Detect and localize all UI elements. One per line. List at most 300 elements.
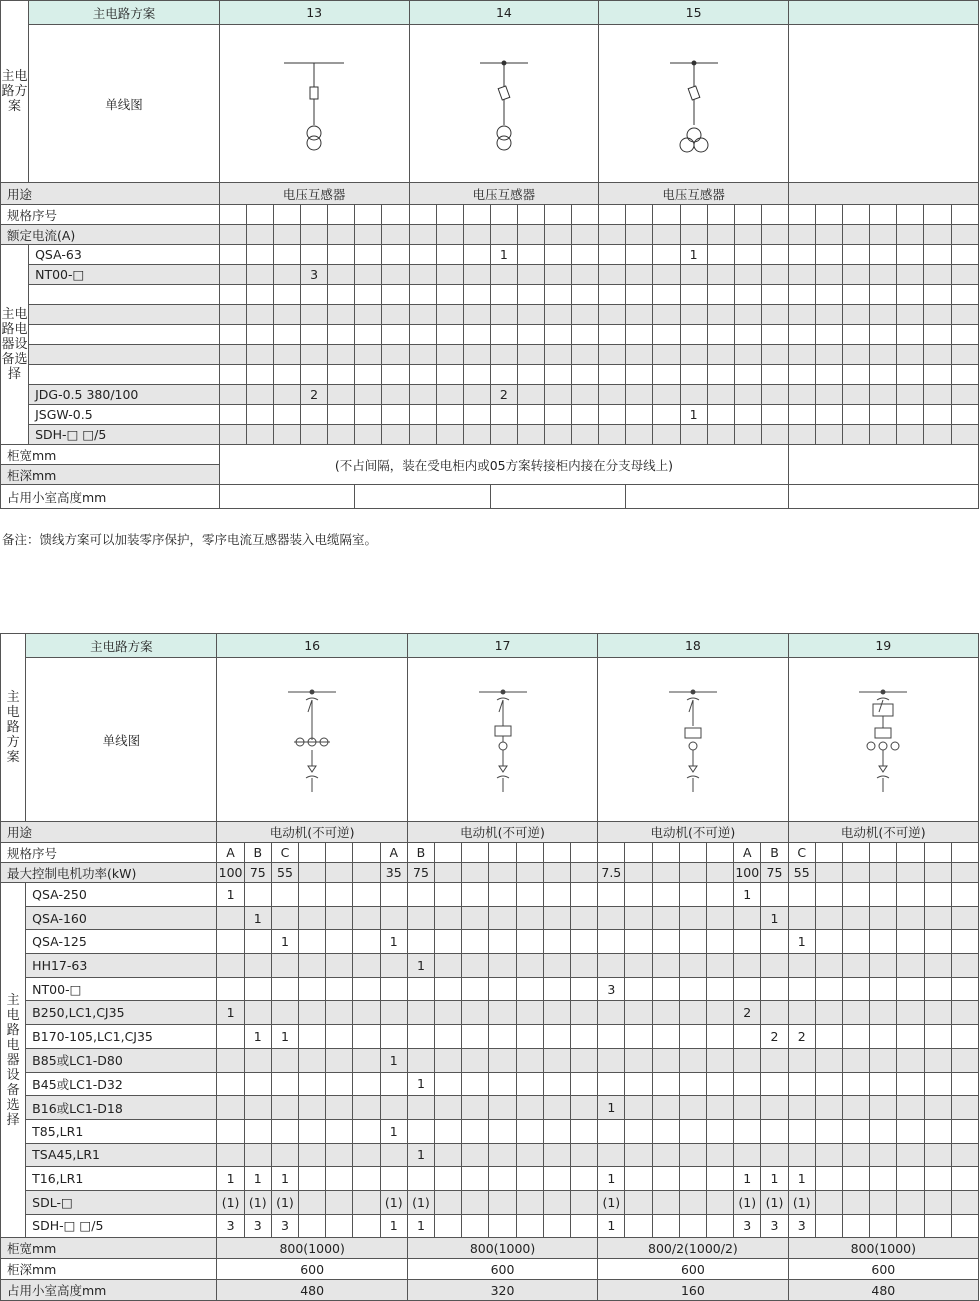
table-cell: [842, 843, 869, 863]
table-cell: 100: [734, 863, 761, 883]
equipment-name: SDH-□ □/5: [26, 1214, 217, 1238]
table-cell: [706, 1025, 733, 1049]
table-cell: [382, 205, 409, 225]
diagram-15: [599, 25, 789, 183]
table-body: [1, 634, 979, 1301]
scheme-table-16-19: [0, 633, 979, 1301]
table-cell: [326, 906, 353, 930]
table-cell: [816, 325, 843, 345]
table-cell: [679, 977, 706, 1001]
equipment-name: HH17-63: [26, 954, 217, 978]
table-cell: [652, 1001, 679, 1025]
table-cell: [435, 1048, 462, 1072]
table-cell: [517, 425, 544, 445]
table-cell: [951, 365, 978, 385]
table-cell: [219, 285, 246, 305]
table-cell: [326, 977, 353, 1001]
table-cell: [706, 1096, 733, 1120]
table-cell: [761, 345, 788, 365]
height-label: 占用小室高度mm: [1, 1280, 217, 1301]
table-cell: A: [734, 843, 761, 863]
table-cell: [328, 385, 355, 405]
table-cell: [870, 1143, 897, 1167]
table-cell: [734, 954, 761, 978]
table-cell: [516, 1190, 543, 1214]
diagram-14: [409, 25, 599, 183]
table-cell: [870, 225, 897, 245]
equipment-name: SDH-□ □/5: [29, 425, 220, 445]
table-cell: [328, 425, 355, 445]
table-cell: [924, 1025, 951, 1049]
table-cell: [679, 1001, 706, 1025]
table-cell: [870, 883, 897, 907]
table-cell: [761, 1048, 788, 1072]
table-cell: 55: [788, 863, 815, 883]
table-cell: [407, 1001, 434, 1025]
table-cell: [599, 205, 626, 225]
table-cell: [545, 285, 572, 305]
table-cell: [353, 843, 380, 863]
table-cell: 100: [217, 863, 244, 883]
table-cell: [897, 930, 924, 954]
table-cell: [353, 1143, 380, 1167]
table-cell: [842, 1214, 869, 1238]
table-cell: [463, 285, 490, 305]
table-cell: [842, 954, 869, 978]
table-cell: [543, 1190, 570, 1214]
table-cell: [679, 1072, 706, 1096]
table-cell: [271, 883, 298, 907]
table-cell: [815, 977, 842, 1001]
table-row: [1, 1167, 979, 1191]
table-cell: [951, 843, 978, 863]
table-cell: [788, 265, 815, 285]
table-cell: [328, 325, 355, 345]
table-cell: [489, 883, 516, 907]
usage-13: 电压互感器: [219, 183, 409, 205]
table-cell: [843, 225, 870, 245]
table-cell: [570, 930, 597, 954]
table-cell: [842, 906, 869, 930]
table-cell: [326, 843, 353, 863]
table-cell: [625, 1214, 652, 1238]
table-cell: [545, 205, 572, 225]
table-cell: [897, 1048, 924, 1072]
scheme-number-19: 19: [788, 634, 978, 658]
table-cell: [707, 325, 734, 345]
table-cell: [924, 1214, 951, 1238]
table-cell: [843, 305, 870, 325]
table-cell: [353, 1025, 380, 1049]
table-cell: B: [761, 843, 788, 863]
table-cell: [816, 205, 843, 225]
table-cell: [326, 883, 353, 907]
table-cell: [517, 405, 544, 425]
table-cell: 1: [761, 906, 788, 930]
table-cell: [843, 365, 870, 385]
table-cell: [842, 930, 869, 954]
table-cell: [355, 325, 382, 345]
table-cell: [299, 906, 326, 930]
table-cell: [734, 365, 761, 385]
table-cell: [599, 265, 626, 285]
table-cell: [734, 1143, 761, 1167]
table-cell: [653, 265, 680, 285]
table-cell: [355, 205, 382, 225]
diagram-18: [598, 658, 788, 822]
table-cell: [842, 1072, 869, 1096]
depth-17: 600: [407, 1259, 597, 1280]
table-row: [1, 445, 979, 465]
table-cell: [707, 425, 734, 445]
table-cell: [355, 225, 382, 245]
table-cell: [407, 906, 434, 930]
table-cell: [815, 1096, 842, 1120]
scheme-number-15: 15: [599, 1, 789, 25]
table-cell: [353, 883, 380, 907]
table-cell: [626, 285, 653, 305]
table-cell: [843, 385, 870, 405]
table-cell: [897, 265, 924, 285]
table-cell: [463, 205, 490, 225]
table-cell: [517, 305, 544, 325]
table-cell: [382, 425, 409, 445]
equipment-name: T85,LR1: [26, 1119, 217, 1143]
table-row: [1, 485, 979, 509]
table-cell: 35: [380, 863, 407, 883]
table-cell: [734, 205, 761, 225]
depth-16: 600: [217, 1259, 407, 1280]
table-cell: [299, 1025, 326, 1049]
table-cell: [299, 1214, 326, 1238]
table-cell: [326, 1048, 353, 1072]
table-cell: 1: [761, 1167, 788, 1191]
table-cell: [328, 345, 355, 365]
table-cell: [462, 977, 489, 1001]
table-cell: [271, 1096, 298, 1120]
equipment-name: SDL-□: [26, 1190, 217, 1214]
depth-19: 600: [788, 1259, 978, 1280]
table-cell: [951, 1025, 978, 1049]
table-cell: [407, 1096, 434, 1120]
table-cell: 1: [788, 930, 815, 954]
table-cell: [951, 245, 978, 265]
table-cell: [761, 245, 788, 265]
table-cell: [924, 883, 951, 907]
usage-16: 电动机(不可逆): [217, 822, 407, 843]
table-cell: [598, 843, 625, 863]
table-cell: [924, 930, 951, 954]
table-cell: [897, 1143, 924, 1167]
table-cell: [815, 1025, 842, 1049]
table-cell: [463, 425, 490, 445]
table-cell: [706, 930, 733, 954]
table-cell: [924, 365, 951, 385]
table-cell: [626, 265, 653, 285]
table-cell: [517, 385, 544, 405]
table-cell: [652, 1119, 679, 1143]
table-cell: [516, 863, 543, 883]
table-cell: [409, 245, 436, 265]
table-cell: [301, 325, 328, 345]
table-cell: [543, 930, 570, 954]
table-cell: [326, 1001, 353, 1025]
table-cell: [246, 305, 273, 325]
table-cell: [301, 245, 328, 265]
table-cell: [816, 385, 843, 405]
table-cell: [897, 205, 924, 225]
table-cell: [274, 225, 301, 245]
diagram-16: [217, 658, 407, 822]
height-18: 160: [598, 1280, 788, 1301]
table-cell: [409, 325, 436, 345]
table-cell: [435, 977, 462, 1001]
table-cell: [543, 1001, 570, 1025]
table-cell: [625, 1167, 652, 1191]
spec-label: 规格序号: [1, 843, 217, 863]
table-cell: [244, 1096, 271, 1120]
table-cell: 1: [271, 1025, 298, 1049]
table-cell: 2: [490, 385, 517, 405]
table-cell: [299, 863, 326, 883]
table-cell: [870, 245, 897, 265]
table-cell: [897, 883, 924, 907]
table-cell: [545, 265, 572, 285]
table-row: [1, 883, 979, 907]
table-cell: [924, 325, 951, 345]
table-cell: [572, 405, 599, 425]
table-cell: [679, 1119, 706, 1143]
table-cell: [353, 1119, 380, 1143]
equipment-name: TSA45,LR1: [26, 1143, 217, 1167]
table-cell: [653, 245, 680, 265]
table-cell: [543, 1143, 570, 1167]
table-cell: 2: [734, 1001, 761, 1025]
table-cell: [353, 1167, 380, 1191]
table-row: [1, 843, 979, 863]
table-cell: [436, 205, 463, 225]
table-cell: [652, 843, 679, 863]
table-row: [1, 1072, 979, 1096]
table-cell: [217, 1072, 244, 1096]
depth-label: 柜深mm: [1, 465, 220, 485]
table-cell: [652, 1072, 679, 1096]
table-cell: [246, 365, 273, 385]
table-cell: [274, 405, 301, 425]
table-cell: [598, 1119, 625, 1143]
table-cell: [761, 1072, 788, 1096]
table-cell: [788, 205, 815, 225]
table-cell: [355, 425, 382, 445]
table-cell: [870, 265, 897, 285]
table-cell: [734, 245, 761, 265]
table-cell: [679, 1025, 706, 1049]
table-cell: [572, 205, 599, 225]
table-cell: [761, 205, 788, 225]
table-cell: [816, 425, 843, 445]
diagram-label: 单线图: [26, 658, 217, 822]
table-cell: 1: [788, 1167, 815, 1191]
table-cell: [489, 1214, 516, 1238]
table-cell: [219, 305, 246, 325]
table-cell: [543, 843, 570, 863]
table-cell: [870, 205, 897, 225]
table-cell: [815, 1119, 842, 1143]
table-cell: [761, 225, 788, 245]
table-cell: [626, 405, 653, 425]
table-cell: [490, 365, 517, 385]
table-cell: 7.5: [598, 863, 625, 883]
table-cell: [707, 345, 734, 365]
table-cell: 1: [244, 1167, 271, 1191]
table-cell: [598, 1048, 625, 1072]
table-cell: [680, 305, 707, 325]
table-cell: 75: [244, 863, 271, 883]
side-label-equipment: 主电路电器设备选择: [1, 883, 26, 1238]
table-cell: [951, 345, 978, 365]
header-label: 主电路方案: [29, 1, 220, 25]
table-cell: [625, 1001, 652, 1025]
usage-blank: [788, 183, 978, 205]
table-cell: [246, 425, 273, 445]
scheme-number-14: 14: [409, 1, 599, 25]
table-cell: [246, 325, 273, 345]
table-cell: (1): [380, 1190, 407, 1214]
table-cell: [244, 1143, 271, 1167]
table-cell: [734, 385, 761, 405]
table-cell: 3: [244, 1214, 271, 1238]
table-row: [1, 385, 979, 405]
table-cell: [436, 285, 463, 305]
table-cell: [489, 930, 516, 954]
table-cell: [951, 1001, 978, 1025]
table-row: [1, 906, 979, 930]
table-row: [1, 25, 979, 183]
table-cell: [843, 425, 870, 445]
table-cell: [951, 883, 978, 907]
table-cell: [435, 843, 462, 863]
table-cell: [706, 977, 733, 1001]
table-cell: [490, 325, 517, 345]
table-cell: [870, 345, 897, 365]
scheme-number-13: 13: [219, 1, 409, 25]
table-cell: [326, 1190, 353, 1214]
table-cell: [543, 1025, 570, 1049]
table-cell: [409, 385, 436, 405]
table-cell: [274, 285, 301, 305]
table-cell: [516, 1119, 543, 1143]
table-cell: [897, 1190, 924, 1214]
equipment-name: QSA-250: [26, 883, 217, 907]
table-cell: [680, 285, 707, 305]
table-cell: [734, 906, 761, 930]
table-cell: [462, 954, 489, 978]
table-cell: [490, 305, 517, 325]
table-cell: [924, 1096, 951, 1120]
table-cell: [407, 1167, 434, 1191]
table-cell: [842, 1119, 869, 1143]
equipment-name: [29, 345, 220, 365]
table-cell: [626, 245, 653, 265]
table-cell: [761, 365, 788, 385]
table-cell: [679, 1167, 706, 1191]
table-cell: [570, 883, 597, 907]
rated-label: 额定电流(A): [1, 225, 220, 245]
table-cell: [409, 345, 436, 365]
equipment-name: NT00-□: [29, 265, 220, 285]
table-cell: [219, 245, 246, 265]
table-cell: [707, 285, 734, 305]
table-cell: [299, 1072, 326, 1096]
table-cell: [570, 954, 597, 978]
table-cell: [382, 225, 409, 245]
table-cell: [490, 265, 517, 285]
table-cell: [870, 1119, 897, 1143]
table-cell: [217, 930, 244, 954]
table-cell: [463, 265, 490, 285]
table-cell: [680, 425, 707, 445]
table-cell: [870, 954, 897, 978]
table-cell: [380, 1167, 407, 1191]
table-cell: [299, 843, 326, 863]
equipment-name: B250,LC1,CJ35: [26, 1001, 217, 1025]
table-cell: 2: [788, 1025, 815, 1049]
table-cell: [543, 1119, 570, 1143]
table-cell: 1: [271, 1167, 298, 1191]
table-cell: [543, 977, 570, 1001]
table-cell: [653, 345, 680, 365]
table-cell: [870, 930, 897, 954]
table-cell: [436, 385, 463, 405]
table-cell: [219, 265, 246, 285]
table-cell: [355, 385, 382, 405]
table-row: [1, 1238, 979, 1259]
table-cell: [788, 245, 815, 265]
table-cell: [707, 405, 734, 425]
table-row: [1, 930, 979, 954]
table-cell: [380, 883, 407, 907]
table-cell: [543, 863, 570, 883]
table-row: [1, 305, 979, 325]
table-cell: [734, 325, 761, 345]
table-cell: [299, 1048, 326, 1072]
table-cell: [219, 205, 246, 225]
side-label-scheme: 主电路方案: [1, 1, 29, 183]
table-cell: [328, 305, 355, 325]
table-cell: [355, 365, 382, 385]
table-cell: [897, 245, 924, 265]
table-cell: [897, 1025, 924, 1049]
table-cell: [489, 1096, 516, 1120]
table-cell: [217, 977, 244, 1001]
equipment-name: B85或LC1-D80: [26, 1048, 217, 1072]
table-cell: [816, 405, 843, 425]
table-cell: [788, 977, 815, 1001]
table-cell: [545, 225, 572, 245]
table-cell: [517, 205, 544, 225]
table-cell: [382, 405, 409, 425]
table-cell: [599, 345, 626, 365]
table-row: [1, 1001, 979, 1025]
table-cell: [570, 1001, 597, 1025]
table-cell: [436, 245, 463, 265]
table-cell: [788, 485, 978, 509]
table-cell: [572, 305, 599, 325]
table-cell: [626, 205, 653, 225]
table-cell: [924, 205, 951, 225]
table-cell: [274, 265, 301, 285]
table-cell: [788, 445, 978, 485]
